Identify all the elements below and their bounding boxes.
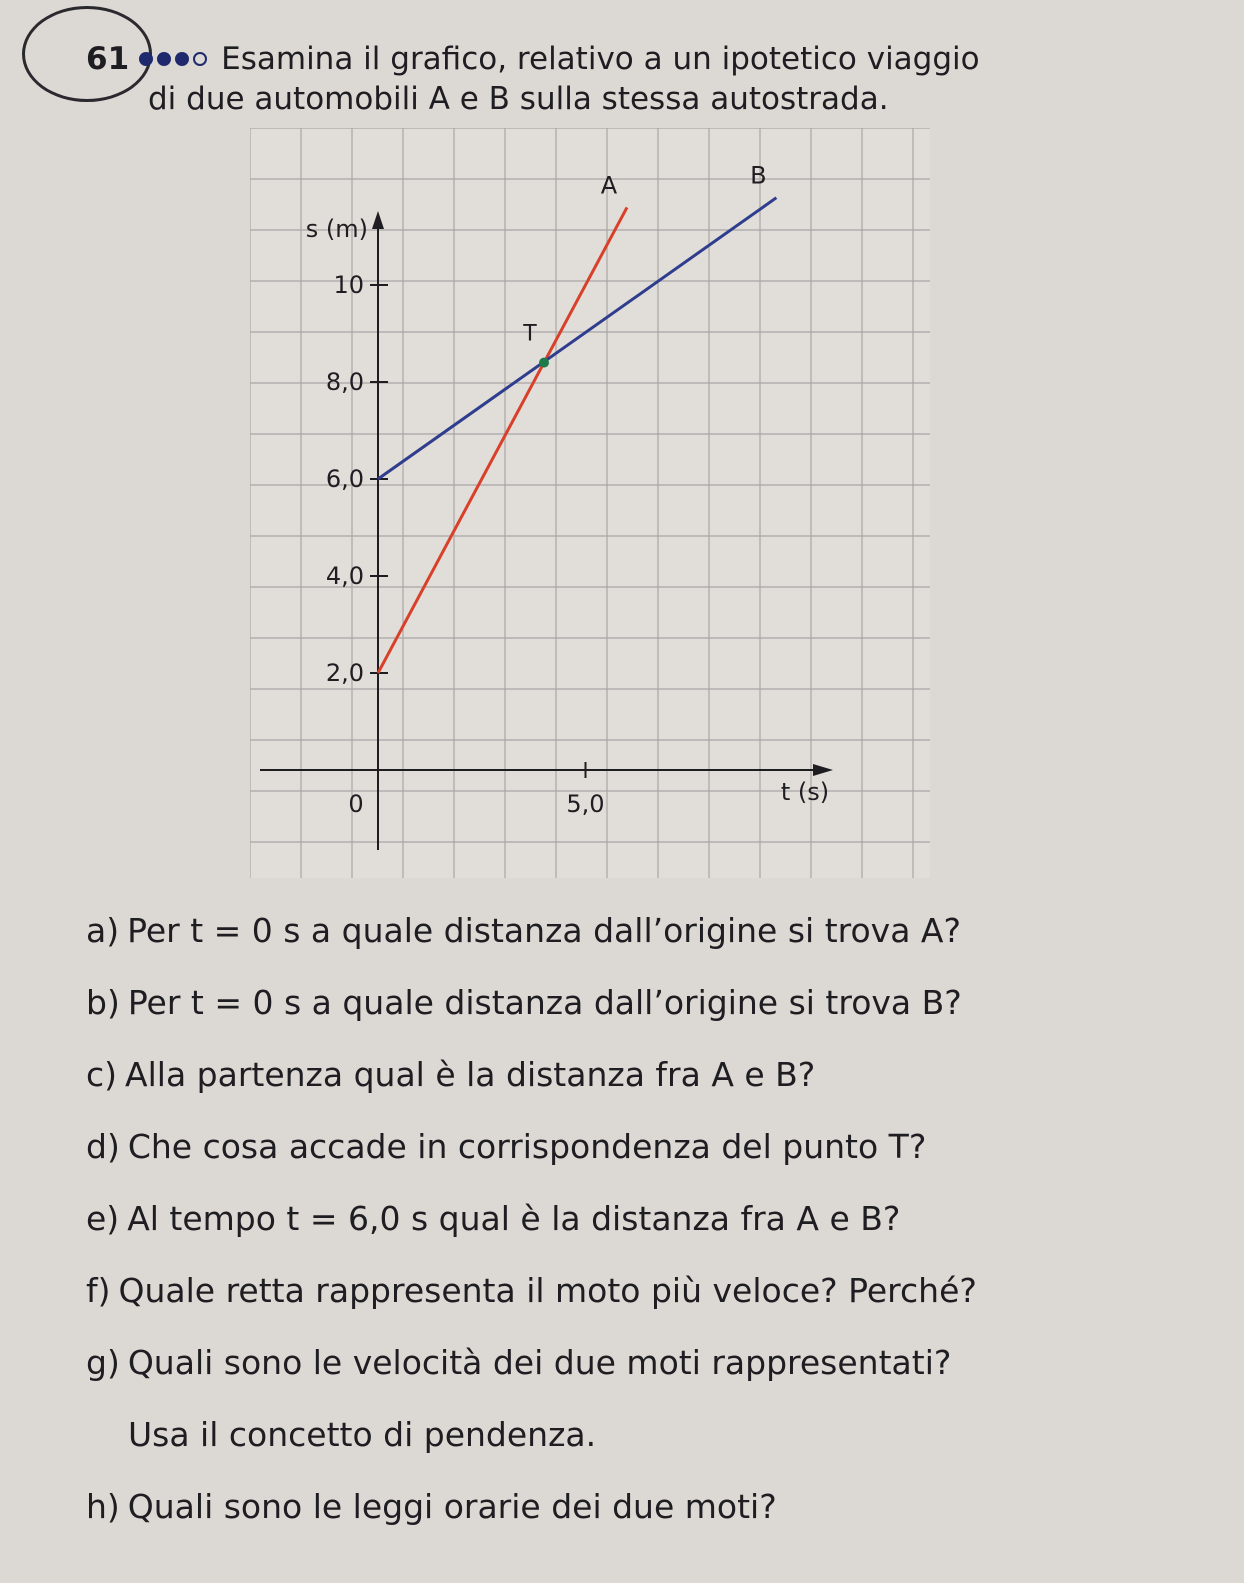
question-list <box>86 895 1226 1543</box>
y-tick-label: 4,0 <box>325 562 364 590</box>
question-item <box>86 1111 1226 1183</box>
question-letter: g) <box>86 1343 120 1382</box>
x-axis-label: t (s) <box>780 778 830 806</box>
question-item <box>86 1327 1226 1399</box>
series-label-A: A <box>600 171 618 200</box>
question-item <box>86 1471 1226 1543</box>
question-text: Usa il concetto di pendenza. <box>128 1415 597 1454</box>
difficulty-dot-filled <box>175 52 189 66</box>
x-tick-label: 5,0 <box>566 790 605 818</box>
difficulty-dot-empty <box>193 52 207 66</box>
question-letter: f) <box>86 1271 111 1310</box>
difficulty-dots <box>139 52 207 66</box>
question-letter: b) <box>86 983 120 1022</box>
question-text: Che cosa accade in corrispondenza del punto T? <box>127 1127 927 1166</box>
question-letter: a) <box>86 911 120 950</box>
question-item <box>86 1039 1226 1111</box>
exercise-header <box>86 40 980 78</box>
question-letter: c) <box>86 1055 118 1094</box>
question-letter: h) <box>86 1487 120 1526</box>
difficulty-dot-filled <box>157 52 171 66</box>
question-item <box>86 895 1226 967</box>
question-text: Quale retta rappresenta il moto più veloce? Perché? <box>118 1271 977 1310</box>
point-marker <box>539 358 549 368</box>
y-axis-label: s (m) <box>305 215 368 243</box>
question-item <box>86 1183 1226 1255</box>
question-letter: d) <box>86 1127 120 1166</box>
question-text: Quali sono le leggi orarie dei due moti? <box>127 1487 777 1526</box>
y-tick-label: 8,0 <box>325 368 364 396</box>
question-text: Quali sono le velocità dei due moti rappresentati? <box>127 1343 952 1382</box>
y-tick-label: 2,0 <box>325 659 364 687</box>
position-time-chart <box>250 128 930 878</box>
question-item <box>86 1399 1226 1471</box>
question-text: Per t = 0 s a quale distanza dall’origine si trova A? <box>127 911 962 950</box>
question-item <box>86 967 1226 1039</box>
series-label-B: B <box>750 161 767 190</box>
question-text: Alla partenza qual è la distanza fra A e B? <box>125 1055 816 1094</box>
intro-line-2: di due automobili A e B sulla stessa autostrada. <box>148 81 889 117</box>
question-text: Per t = 0 s a quale distanza dall’origine si trova B? <box>127 983 962 1022</box>
exercise-number: 61 <box>86 41 130 77</box>
intro-line-1: Esamina il grafico, relativo a un ipotetico viaggio <box>221 41 980 77</box>
x-tick-label: 0 <box>348 790 364 818</box>
difficulty-dot-filled <box>139 52 153 66</box>
question-letter: e) <box>86 1199 120 1238</box>
y-tick-label: 6,0 <box>325 465 364 493</box>
y-tick-label: 10 <box>333 271 364 299</box>
question-item <box>86 1255 1226 1327</box>
question-text: Al tempo t = 6,0 s qual è la distanza fra A e B? <box>127 1199 901 1238</box>
point-label: T <box>523 321 537 347</box>
